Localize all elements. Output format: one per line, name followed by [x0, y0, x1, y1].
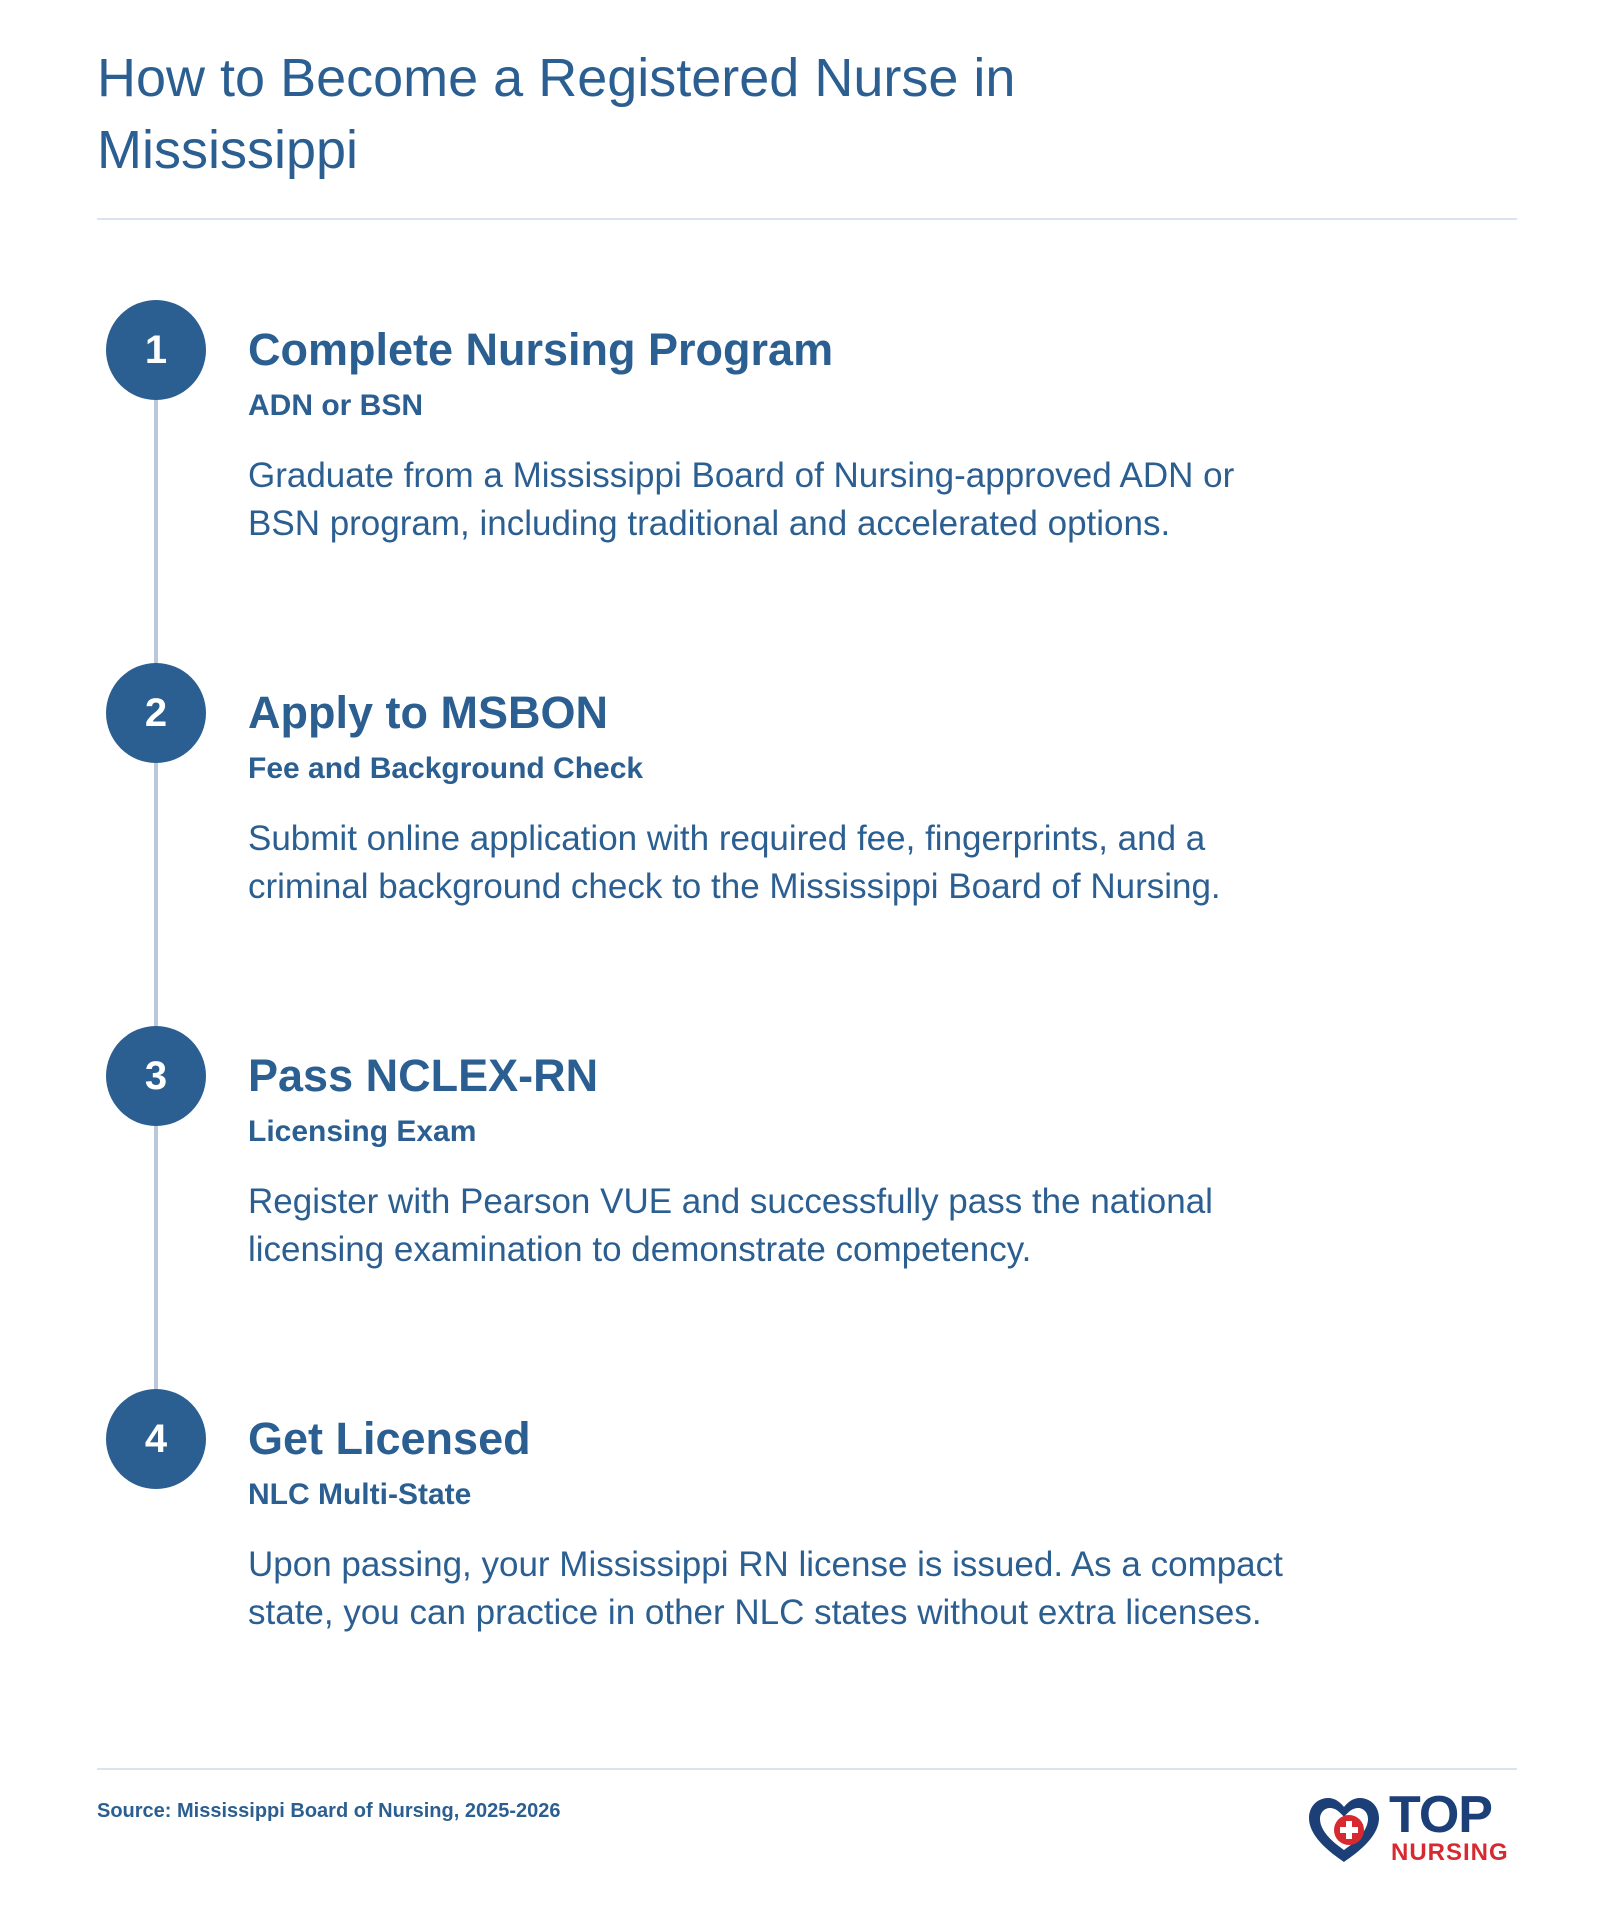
step-description: Register with Pearson VUE and successfully pass the national licensing examination to demonstrate competency.: [248, 1182, 1213, 1269]
step-number-badge: 4: [106, 1389, 206, 1489]
step-subtitle: Fee and Background Check: [248, 752, 644, 785]
step-number-badge: 1: [106, 300, 206, 400]
logo-nursing-text: NURSING: [1391, 1839, 1509, 1866]
header-divider: [97, 218, 1517, 220]
step-number-badge: 2: [106, 663, 206, 763]
step-description: Upon passing, your Mississippi RN license is issued. As a compact state, you can practice in other NLC states without extra licenses.: [248, 1545, 1283, 1632]
step-subtitle: ADN or BSN: [248, 389, 424, 422]
step-description: Graduate from a Mississippi Board of Nursing-approved ADN or BSN program, including traditional and accelerated options.: [248, 456, 1235, 543]
top-nursing-logo: [1303, 1788, 1523, 1868]
step-title: Pass NCLEX-RN: [248, 1050, 599, 1101]
logo-top-text: TOP: [1389, 1786, 1492, 1844]
step-subtitle: NLC Multi-State: [248, 1478, 472, 1511]
footer-divider: [97, 1768, 1517, 1770]
step-description: Submit online application with required fee, fingerprints, and a criminal background check to the Mississippi Board of Nursing.: [248, 819, 1221, 906]
page-title: How to Become a Registered Nurse in Mississippi: [97, 48, 1016, 180]
timeline-line: [154, 350, 158, 1400]
heart-cross-icon: [1303, 1794, 1385, 1866]
step-title: Complete Nursing Program: [248, 324, 834, 375]
step-number-badge: 3: [106, 1026, 206, 1126]
step-title: Get Licensed: [248, 1413, 531, 1464]
step-subtitle: Licensing Exam: [248, 1115, 477, 1148]
step-title: Apply to MSBON: [248, 687, 608, 738]
source-note: Source: Mississippi Board of Nursing, 2025-2026: [97, 1800, 561, 1822]
